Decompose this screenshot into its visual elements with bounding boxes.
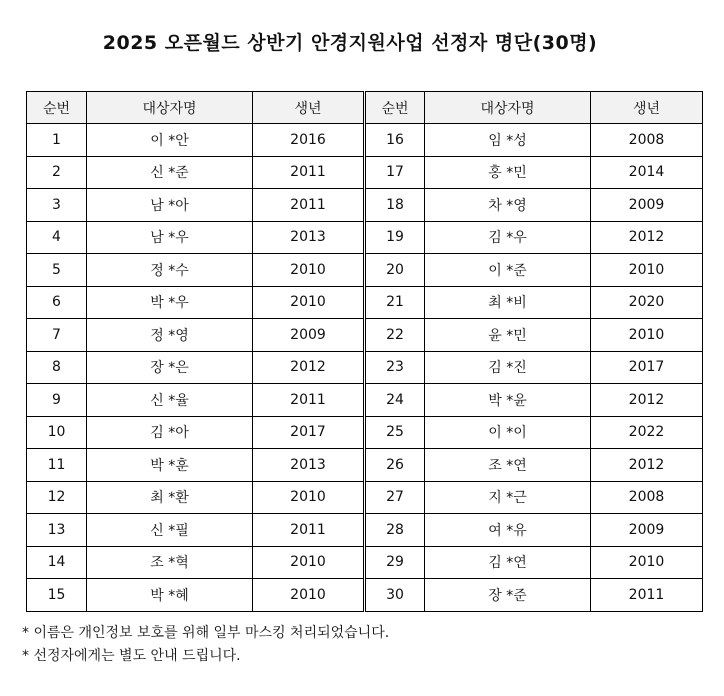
cell-name: 윤 *민 [425,319,591,352]
table-row [27,254,703,287]
cell-name: 김 *우 [425,221,591,254]
table-row [27,156,703,189]
cell-name: 박 *혜 [87,579,253,612]
cell-number: 5 [27,254,87,287]
table-body [27,124,703,612]
cell-birth-year: 2010 [591,319,703,352]
cell-number: 14 [27,546,87,579]
table-row [27,319,703,352]
table-row [27,416,703,449]
table-row [27,286,703,319]
cell-number: 12 [27,481,87,514]
cell-name: 조 *혁 [87,546,253,579]
cell-number: 13 [27,514,87,547]
table-row [27,189,703,222]
cell-number: 16 [365,124,425,157]
cell-name: 박 *훈 [87,449,253,482]
cell-name: 최 *비 [425,286,591,319]
table-row [27,481,703,514]
cell-name: 김 *진 [425,351,591,384]
cell-birth-year: 2017 [591,351,703,384]
cell-name: 김 *아 [87,416,253,449]
cell-birth-year: 2012 [591,449,703,482]
cell-birth-year: 2010 [253,254,365,287]
cell-name: 정 *영 [87,319,253,352]
cell-number: 18 [365,189,425,222]
table-row [27,124,703,157]
cell-number: 22 [365,319,425,352]
cell-name: 이 *안 [87,124,253,157]
cell-name: 최 *환 [87,481,253,514]
cell-birth-year: 2012 [253,351,365,384]
cell-number: 2 [27,156,87,189]
cell-number: 29 [365,546,425,579]
cell-birth-year: 2010 [591,546,703,579]
cell-birth-year: 2013 [253,449,365,482]
cell-birth-year: 2011 [253,189,365,222]
table-row [27,546,703,579]
cell-birth-year: 2008 [591,481,703,514]
cell-name: 정 *수 [87,254,253,287]
selection-roster-table [26,91,703,612]
cell-number: 23 [365,351,425,384]
cell-name: 신 *율 [87,384,253,417]
cell-birth-year: 2011 [253,156,365,189]
header-cell-birth-year: 생년 [591,92,703,124]
table-row [27,221,703,254]
cell-birth-year: 2014 [591,156,703,189]
cell-name: 여 *유 [425,514,591,547]
cell-number: 4 [27,221,87,254]
cell-number: 24 [365,384,425,417]
cell-number: 15 [27,579,87,612]
cell-number: 26 [365,449,425,482]
cell-name: 장 *준 [425,579,591,612]
table-row [27,351,703,384]
table-header-row [27,92,703,124]
header-cell-name: 대상자명 [87,92,253,124]
cell-birth-year: 2009 [591,514,703,547]
cell-birth-year: 2011 [253,384,365,417]
cell-birth-year: 2010 [253,579,365,612]
cell-name: 이 *준 [425,254,591,287]
cell-number: 27 [365,481,425,514]
page-title: 2025 오픈월드 상반기 안경지원사업 선정자 명단(30명) [102,32,598,54]
footnote-notice: * 선정자에게는 별도 안내 드립니다. [22,648,241,664]
cell-number: 21 [365,286,425,319]
header-cell-number: 순번 [365,92,425,124]
cell-name: 박 *윤 [425,384,591,417]
cell-number: 1 [27,124,87,157]
cell-number: 6 [27,286,87,319]
header-cell-name: 대상자명 [425,92,591,124]
cell-birth-year: 2010 [253,481,365,514]
cell-name: 차 *영 [425,189,591,222]
cell-number: 3 [27,189,87,222]
cell-name: 신 *필 [87,514,253,547]
cell-name: 신 *준 [87,156,253,189]
cell-name: 남 *우 [87,221,253,254]
cell-name: 조 *연 [425,449,591,482]
cell-number: 30 [365,579,425,612]
cell-birth-year: 2012 [591,221,703,254]
cell-birth-year: 2009 [253,319,365,352]
cell-birth-year: 2010 [253,286,365,319]
cell-birth-year: 2010 [591,254,703,287]
table-row [27,579,703,612]
cell-birth-year: 2009 [591,189,703,222]
cell-number: 10 [27,416,87,449]
cell-name: 지 *근 [425,481,591,514]
cell-birth-year: 2012 [591,384,703,417]
cell-name: 박 *우 [87,286,253,319]
cell-birth-year: 2008 [591,124,703,157]
footnote-masking: * 이름은 개인정보 보호를 위해 일부 마스킹 처리되었습니다. [22,625,390,641]
footnotes [22,622,389,668]
cell-number: 17 [365,156,425,189]
cell-number: 7 [27,319,87,352]
cell-birth-year: 2020 [591,286,703,319]
cell-name: 장 *은 [87,351,253,384]
cell-birth-year: 2013 [253,221,365,254]
cell-number: 8 [27,351,87,384]
cell-number: 28 [365,514,425,547]
cell-birth-year: 2011 [253,514,365,547]
cell-birth-year: 2016 [253,124,365,157]
cell-number: 20 [365,254,425,287]
cell-name: 임 *성 [425,124,591,157]
cell-birth-year: 2011 [591,579,703,612]
cell-birth-year: 2022 [591,416,703,449]
cell-number: 25 [365,416,425,449]
cell-number: 11 [27,449,87,482]
cell-birth-year: 2017 [253,416,365,449]
table-row [27,514,703,547]
cell-birth-year: 2010 [253,546,365,579]
cell-number: 19 [365,221,425,254]
cell-name: 이 *이 [425,416,591,449]
cell-name: 김 *연 [425,546,591,579]
table-row [27,449,703,482]
header-cell-birth-year: 생년 [253,92,365,124]
cell-name: 홍 *민 [425,156,591,189]
table-row [27,384,703,417]
cell-number: 9 [27,384,87,417]
header-cell-number: 순번 [27,92,87,124]
cell-name: 남 *아 [87,189,253,222]
